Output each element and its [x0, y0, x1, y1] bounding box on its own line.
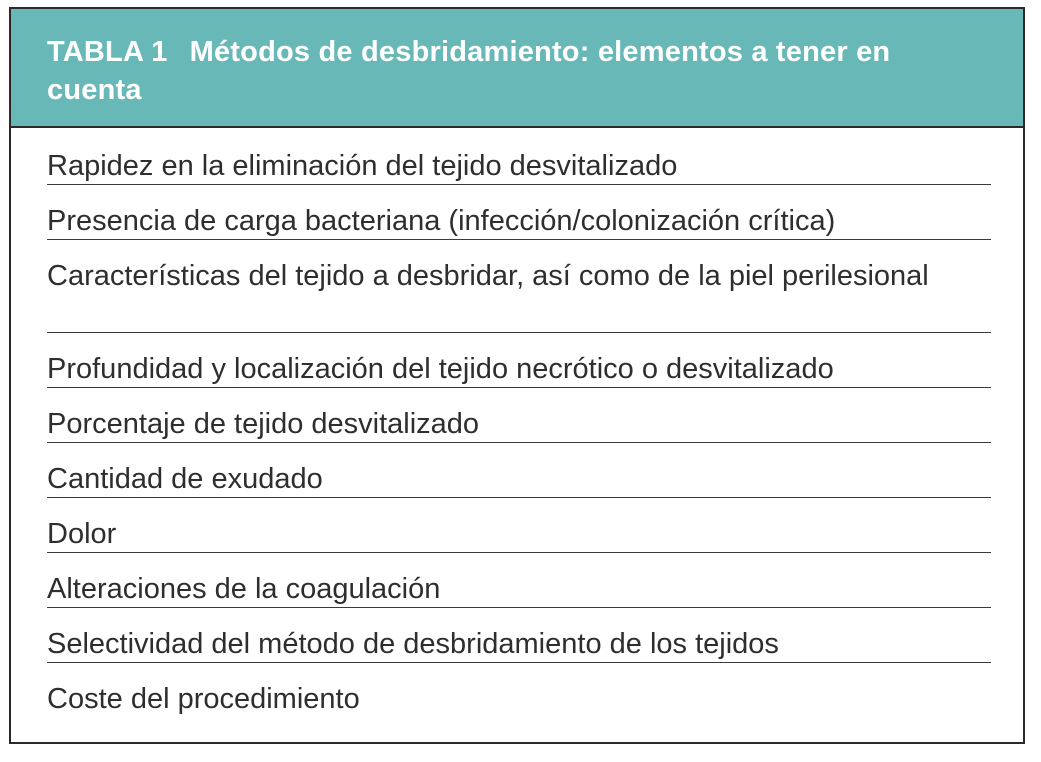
table-row: Rapidez en la eliminación del tejido desvitalizado	[47, 130, 991, 185]
table-rows	[47, 130, 991, 718]
table-label: TABLA 1	[47, 36, 168, 68]
table-container	[9, 7, 1025, 744]
table-row: Características del tejido a desbridar, así como de la piel perilesional	[47, 240, 991, 333]
table-row: Coste del procedimiento	[47, 683, 360, 715]
table-row: Dolor	[47, 498, 991, 553]
table-row: Profundidad y localización del tejido necrótico o desvitalizado	[47, 333, 991, 388]
table-caption	[47, 33, 907, 109]
table-row: Presencia de carga bacteriana (infección/colonización crítica)	[47, 185, 991, 240]
table-row: Porcentaje de tejido desvitalizado	[47, 388, 991, 443]
table-row: Selectividad del método de desbridamiento de los tejidos	[47, 608, 991, 663]
table-row: Cantidad de exudado	[47, 443, 991, 498]
table-header	[11, 9, 1023, 128]
table-row: Alteraciones de la coagulación	[47, 553, 991, 608]
table-title: Métodos de desbridamiento: elementos a tener en cuenta	[47, 36, 891, 106]
